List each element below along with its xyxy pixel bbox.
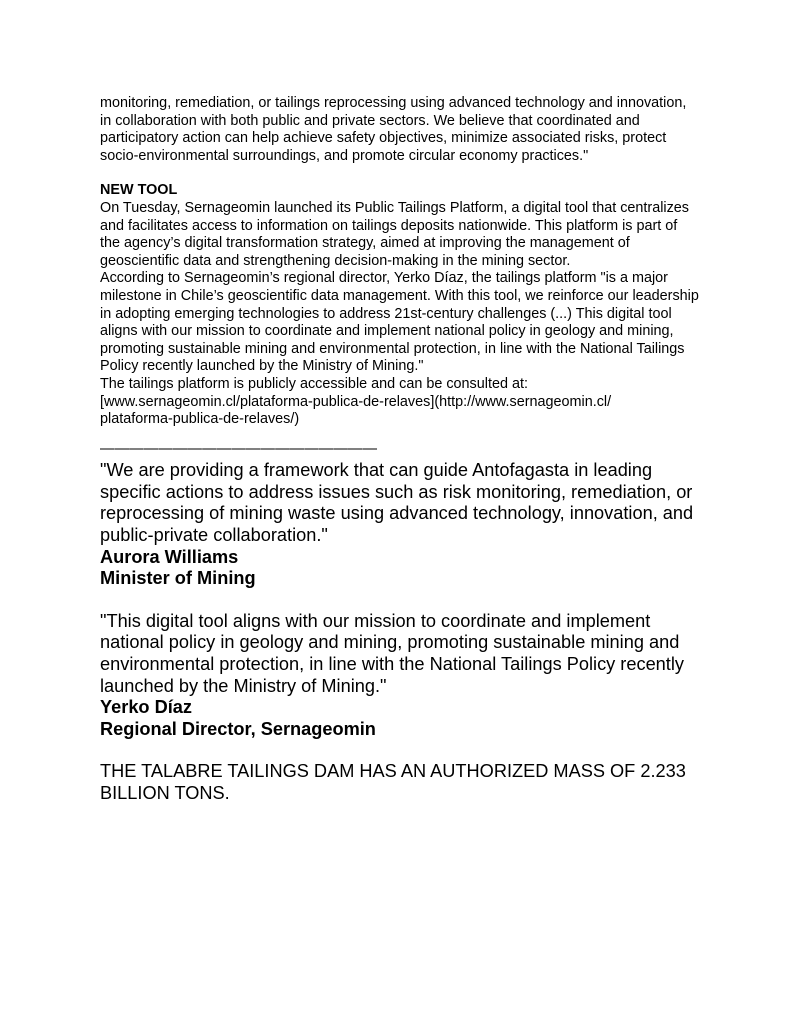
intro-paragraph: monitoring, remediation, or tailings reprocessing using advanced technology and innovation, in collaboration with both public and private sectors. We believe that coordinated and participatory action can help achieve safety objectives, minimize associated risks, protect socio-environmental surroundings, and promote circular economy practices." <box>100 95 687 164</box>
body-paragraph-director: According to Sernageomin’s regional director, Yerko Díaz, the tailings platform "is a major milestone in Chile’s geoscientific data management. With this tool, we reinforce our leadership in adopting emerging technologies to address 21st-century challenges (...) This digital tool aligns with our mission to coordinate and implement national policy in geology and mining, promoting sustainable mining and environmental protection, in line with the National Tailings Policy recently launched by the Ministry of Mining." <box>100 270 699 375</box>
body-paragraph-launch: On Tuesday, Sernageomin launched its Public Tailings Platform, a digital tool that centralizes and facilitates access to information on tailings deposits nationwide. This platform is part of the agency’s digital transformation strategy, aimed at improving the management of geoscientific data and strengthening decision-making in the mining sector. <box>100 199 690 269</box>
document-page <box>100 95 700 805</box>
quote-williams-name: Aurora Williams <box>100 546 239 567</box>
quote-diaz-name: Yerko Díaz <box>100 697 192 718</box>
divider-line: ——————————————————— <box>100 440 378 457</box>
quote-diaz-title: Regional Director, Sernageomin <box>100 718 376 739</box>
quote-williams-title: Minister of Mining <box>100 568 256 589</box>
quote-williams: "We are providing a framework that can guide Antofagasta in leading specific actions to address issues such as risk monitoring, remediation, or reprocessing of mining waste using advanced technology, innovation, and public-private collaboration." <box>100 460 694 546</box>
talabre-fact: THE TALABRE TAILINGS DAM HAS AN AUTHORIZED MASS OF 2.233 BILLION TONS. <box>100 761 686 803</box>
platform-link-line-2: plataforma-publica-de-relaves/) <box>100 411 300 428</box>
platform-link-line-1: [www.sernageomin.cl/plataforma-publica-de-relaves](http://www.sernageomin.cl/ <box>100 393 612 410</box>
quote-diaz: "This digital tool aligns with our mission to coordinate and implement national policy in geology and mining, promoting sustainable mining and environmental protection, in line with the National Tailings Policy recently launched by the Ministry of Mining." <box>100 610 684 696</box>
body-paragraph-access: The tailings platform is publicly accessible and can be consulted at: <box>100 375 528 392</box>
section-heading: NEW TOOL <box>100 182 178 199</box>
